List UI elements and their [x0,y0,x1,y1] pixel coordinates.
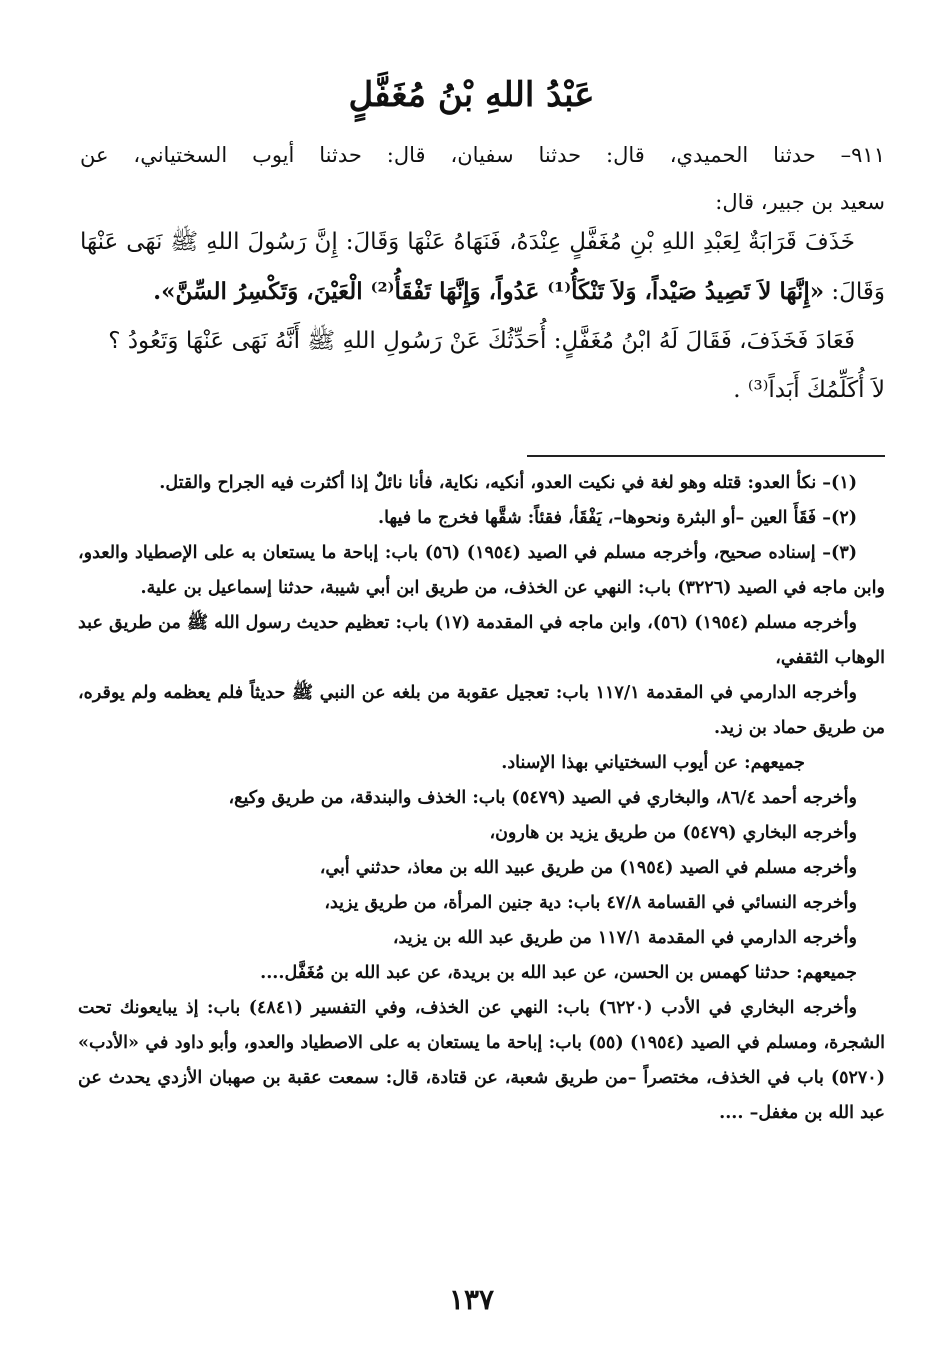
hadith-matn-2: فَعَادَ فَخَذَفَ، فَقَالَ لَهُ ابْنُ مُغَفَّلٍ: أُحَدِّثُكَ عَنْ رَسُولِ اللهِ ﷺ أَنَّهُ نَهَى عَنْهَا وَتَعُودُ ؟ [108,328,855,354]
footnote-3-continuation: وأخرجه الدارمي في المقدمة ١١٧/١ باب: تعجيل عقوبة من بلغه عن النبي ﷺ حديثاً فلم يعظمه ولم يوقره، من طريق حماد بن زيد. [78,683,885,738]
isnad-line-2: سعيد بن جبير، قال: [715,190,885,214]
footnote-2: (٢)– فَقَأَ العين –أو البثرة ونحوها–، يَفْقَأ، فقئاً: شقَّها فخرج ما فيها. [377,508,857,528]
footnote-3-continuation: جميعهم: حدثنا كهمس بن الحسن، عن عبد الله بن بريدة، عن عبد الله بن مُغَفَّل.... [260,963,857,983]
hadith-matn-3: لاَ أُكَلِّمُكَ أَبَداً⁽³⁾ . [733,377,885,403]
footnote-3-continuation: وأخرجه مسلم في الصيد (١٩٥٤) من طريق عبيد الله بن معاذ، حدثني أبي، [319,858,857,878]
footnotes [78,466,885,1131]
hadith-body [80,140,885,415]
footnote-1: (١)– نكأ العدو: قتله وهو لغة في نكيت العدو، أنكيه، نكاية، فأنا نائلٌ إذا أكثرت فيه الجراح والقتل. [159,473,857,493]
page-number: ١٣٧ [448,1283,495,1316]
footnote-3-continuation: وأخرجه النسائي في القسامة ٤٧/٨ باب: دية جنين المرأة، من طريق يزيد، [324,893,857,913]
page-title: عَبْدُ اللهِ بْنُ مُغَفَّلٍ [348,75,595,115]
isnad-line-1: ٩١١– حدثنا الحميدي، قال: حدثنا سفيان، قال: حدثنا أيوب السختياني، عن [80,143,885,167]
matn-text: خَذَفَ قَرَابَةٌ لِعَبْدِ اللهِ بْنِ مُغَفَّلٍ عِنْدَهُ، فَنَهَاهُ عَنْهَا وَقَالَ: إِنَّ رَسُولَ اللهِ ﷺ نَهَى عَنْهَا وَقَالَ: [80,229,885,305]
footnote-divider [527,455,885,457]
footnote-3-continuation: وأخرجه البخاري (٥٤٧٩) من طريق يزيد بن هارون، [489,823,857,843]
prophet-quote: «إِنَّهَا لاَ تَصِيدُ صَيْداً، وَلاَ تَنْكَأُ⁽¹⁾ عَدُواً، وَإِنَّهَا تَفْقَأُ⁽²⁾ الْعَيْنَ، وَتَكْسِرُ السِّنَّ». [153,278,825,305]
footnote-3: (٣)– إسناده صحيح، وأخرجه مسلم في الصيد (١٩٥٤) (٥٦) باب: إباحة ما يستعان به على الإصطياد والعدو، وابن ماجه في الصيد (٣٢٢٦) باب: النهي عن الخذف، من طريق ابن أبي شيبة، حدثنا إسماعيل بن علية. [78,543,885,598]
footnote-3-continuation: وأخرجه البخاري في الأدب (٦٢٢٠) باب: النهي عن الخذف، وفي التفسير (٤٨٤١) باب: إذ يبايعونك تحت الشجرة، ومسلم في الصيد (١٩٥٤) (٥٥) باب: إباحة ما يستعان به على الاصطياد والعدو، وأبو داود في «الأدب» (٥٢٧٠) باب في الخذف، مختصراً –من طريق شعبة، عن قتادة، قال: سمعت عقبة بن صهبان الأزدي يحدث عن عبد الله بن مغفل– .... [78,998,886,1123]
hadith-matn-1 [80,218,885,317]
footnote-3-continuation: وأخرجه الدارمي في المقدمة ١١٧/١ من طريق عبد الله بن يزيد، [392,928,857,948]
footnote-3-continuation: جميعهم: عن أيوب السختياني بهذا الإسناد. [501,753,805,773]
footnote-3-continuation: وأخرجه مسلم (١٩٥٤) (٥٦)، وابن ماجه في المقدمة (١٧) باب: تعظيم حديث رسول الله ﷺ من طريق عبد الوهاب الثقفي، [78,613,885,668]
footnote-3-continuation: وأخرجه أحمد ٨٦/٤، والبخاري في الصيد (٥٤٧٩) باب: الخذف والبندقة، من طريق وكيع، [228,788,857,808]
